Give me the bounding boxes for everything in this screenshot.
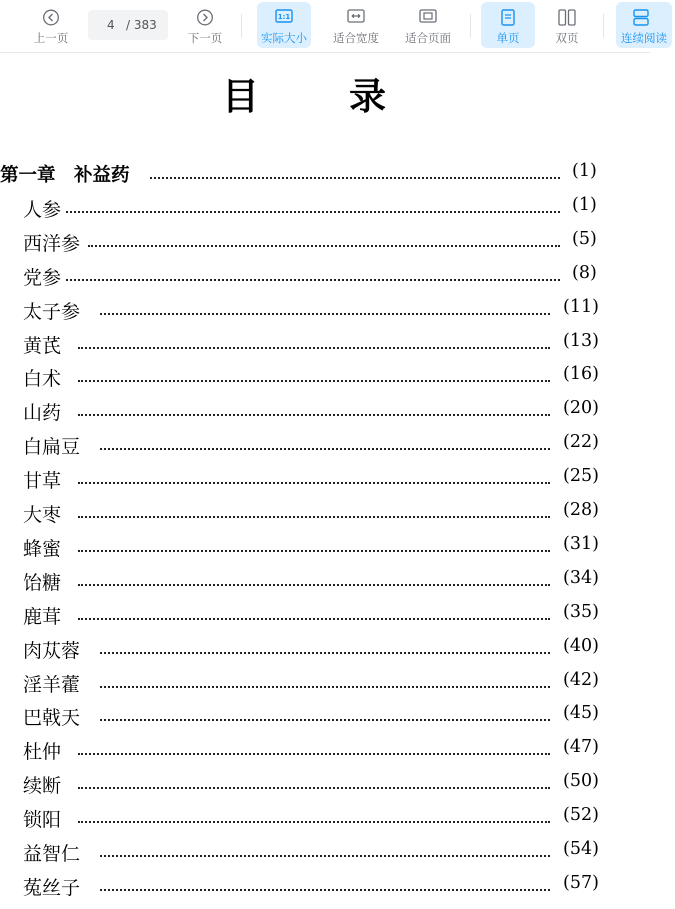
dot-leader [100, 448, 550, 450]
dot-leader [100, 855, 550, 857]
toc-entry-title: 白扁豆 [23, 432, 82, 459]
dot-leader [100, 719, 550, 721]
toc-entry-row[interactable] [0, 495, 650, 529]
dot-leader [78, 787, 550, 789]
double-page-icon [558, 9, 576, 29]
dot-leader [78, 347, 550, 349]
dot-leader [78, 482, 550, 484]
dot-leader [78, 584, 550, 586]
page-number-input[interactable] [88, 10, 168, 40]
toc-page-number: (8) [572, 262, 597, 283]
single-page-label: 单页 [496, 31, 520, 45]
fit-page-label: 适合页面 [405, 31, 451, 45]
toc-entry-row[interactable] [0, 800, 650, 834]
double-page-button[interactable] [537, 0, 597, 52]
toc-entry-row[interactable] [0, 326, 650, 360]
fit-width-icon [347, 9, 365, 26]
toc-entry-row[interactable] [0, 427, 650, 461]
toc-chapter-title: 第一章 补益药 [0, 161, 132, 187]
toc-page-number: (35) [563, 601, 599, 622]
total-pages-text: / 383 [126, 18, 157, 32]
prev-page-label: 上一页 [33, 31, 69, 45]
toc-entry-title: 甘草 [23, 466, 63, 493]
toc-entry-row[interactable] [0, 597, 650, 631]
toc-entry-row[interactable] [0, 393, 650, 427]
dot-leader [78, 753, 550, 755]
toc-entry-row[interactable] [0, 224, 650, 258]
toc-entry-title: 锁阳 [23, 805, 63, 832]
toc-entry-title: 大枣 [23, 500, 63, 527]
toc-page-number: (13) [563, 330, 599, 351]
toc-entry-title: 杜仲 [23, 737, 63, 764]
toc-entry-title: 益智仁 [23, 839, 82, 866]
toc-page-number: (52) [563, 805, 599, 826]
toc-page-number: (11) [563, 296, 599, 317]
toc-entry-title: 肉苁蓉 [23, 636, 82, 663]
toc-page-number: (20) [563, 398, 599, 419]
toc-entry-row[interactable] [0, 631, 650, 665]
toc-entry-title: 西洋参 [23, 229, 82, 256]
toc-entry-title: 人参 [23, 195, 63, 222]
toc-entry-title: 淫羊藿 [23, 670, 82, 697]
toc-entry-title: 太子参 [23, 297, 82, 324]
toc-entry-title: 巴戟天 [23, 703, 82, 730]
toc-page-number: (50) [563, 771, 599, 792]
toc-page-number: (31) [563, 533, 599, 554]
fit-width-label: 适合宽度 [333, 31, 379, 45]
chevron-right-circle-icon [197, 9, 214, 29]
prev-page-button[interactable] [21, 0, 81, 52]
toc-entry-title: 鹿茸 [23, 602, 63, 629]
single-page-icon [501, 9, 515, 29]
fit-page-button[interactable] [398, 0, 458, 52]
toc-page-number: (16) [563, 364, 599, 385]
toc-entry-row[interactable] [0, 732, 650, 766]
toc-page-number: (57) [563, 872, 599, 893]
single-page-button[interactable] [478, 0, 538, 52]
dot-leader [100, 686, 550, 688]
reader-toolbar [0, 0, 667, 53]
fit-page-icon [419, 9, 437, 26]
toc-page-number: (54) [563, 839, 599, 859]
actual-size-label: 实际大小 [261, 31, 307, 45]
dot-leader [66, 211, 560, 213]
actual-size-button[interactable] [254, 0, 314, 52]
dot-leader [150, 177, 560, 179]
toc-entry-title: 饴糖 [23, 568, 63, 595]
toc-entry-title: 蜂蜜 [23, 534, 63, 561]
toc-page-number: (1) [572, 194, 597, 215]
chevron-left-circle-icon [43, 9, 60, 29]
toc-entry-row[interactable] [0, 834, 650, 868]
continuous-reading-label: 连续阅读 [621, 31, 667, 45]
double-page-label: 双页 [555, 31, 579, 45]
fit-width-button[interactable] [326, 0, 386, 52]
dot-leader [100, 652, 550, 654]
toolbar-divider [241, 14, 242, 38]
dot-leader [78, 516, 550, 518]
toc-page-number: (1) [572, 161, 597, 181]
toc-entry-row[interactable] [0, 461, 650, 495]
toc-entry-title: 山药 [23, 398, 63, 425]
dot-leader [100, 313, 550, 315]
toc-entry-title: 菟丝子 [23, 873, 82, 900]
current-page-value[interactable]: 4 [107, 18, 115, 32]
toc-entry-row[interactable] [0, 529, 650, 563]
toc-page-number: (40) [563, 635, 599, 656]
toc-page-number: (47) [563, 737, 599, 758]
toc-page-number: (34) [563, 567, 599, 588]
svg-text:1:1: 1:1 [277, 13, 291, 21]
dot-leader [78, 380, 550, 382]
dot-leader [88, 245, 560, 247]
toc-page-number: (22) [563, 432, 599, 453]
dot-leader [100, 889, 550, 891]
toc-entry-title: 续断 [23, 771, 63, 798]
dot-leader [78, 414, 550, 416]
next-page-button[interactable] [175, 0, 235, 52]
toc-entry-row[interactable] [0, 698, 650, 732]
toc-page-number: (25) [563, 466, 599, 487]
actual-size-icon [275, 9, 293, 26]
title-char: 录 [349, 75, 386, 118]
toc-entry-title: 黄芪 [23, 331, 63, 358]
toc-entry-row[interactable] [0, 190, 650, 224]
toc-page-number: (45) [563, 703, 599, 724]
toc-chapter-row[interactable] [0, 156, 650, 190]
continuous-scroll-icon [633, 9, 649, 29]
toc-entry-row[interactable] [0, 292, 650, 326]
toc-entry-title: 白术 [23, 364, 63, 391]
title-char: 目 [222, 75, 259, 118]
dot-leader [78, 550, 550, 552]
next-page-label: 下一页 [187, 31, 223, 45]
toc-page-number: (28) [563, 500, 599, 520]
dot-leader [78, 821, 550, 823]
toc-page-number: (5) [572, 228, 597, 249]
toc-entry-title: 党参 [23, 263, 63, 290]
toolbar-divider [603, 14, 604, 38]
toc-entry-row[interactable] [0, 665, 650, 699]
continuous-reading-button[interactable] [613, 0, 675, 52]
dot-leader [66, 279, 560, 281]
dot-leader [78, 618, 550, 620]
toc-entry-row[interactable] [0, 868, 650, 902]
toolbar-divider [470, 14, 471, 38]
toc-entry-row[interactable] [0, 359, 650, 393]
toc-page-number: (42) [563, 669, 599, 690]
toc-entry-row[interactable] [0, 563, 650, 597]
toc-entry-row[interactable] [0, 766, 650, 800]
page-title [0, 62, 650, 118]
toc-entry-row[interactable] [0, 258, 650, 292]
